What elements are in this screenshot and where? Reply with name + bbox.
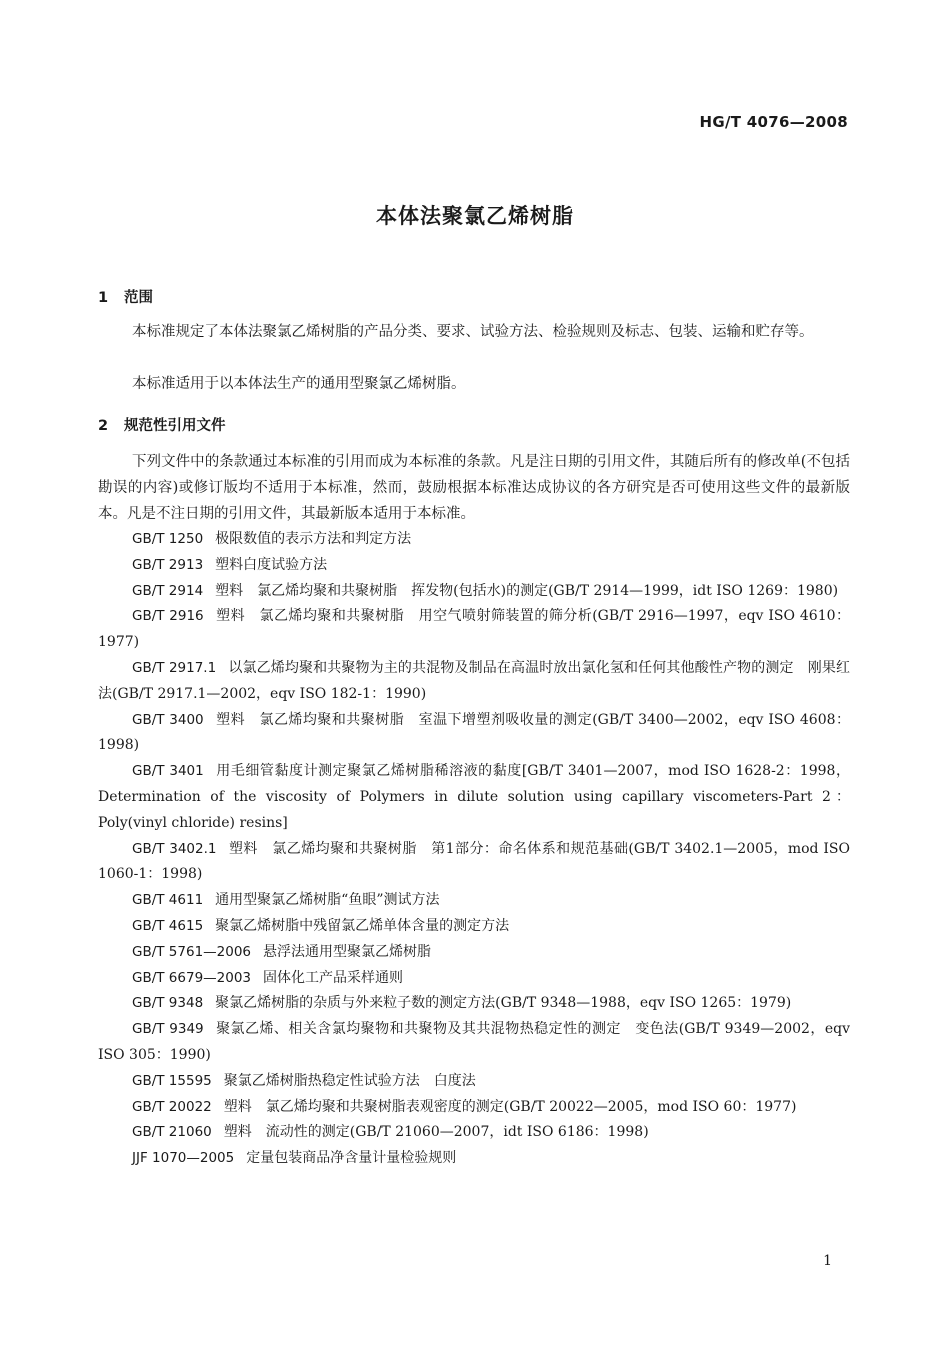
page-number: 1	[823, 1253, 832, 1269]
reference-item	[98, 991, 850, 1017]
reference-item	[98, 940, 850, 966]
scope-paragraph-2: 本标准适用于以本体法生产的通用型聚氯乙烯树脂。	[132, 376, 466, 392]
reference-item	[98, 914, 850, 940]
reference-code: GB/T 21060	[132, 1124, 212, 1141]
reference-text: 塑料 氯乙烯均聚和共聚树脂 第1部分：命名体系和规范基础(GB/T 3402.1—2005，mod ISO 1060-1：1998)	[98, 840, 850, 883]
reference-code: GB/T 4615	[132, 917, 204, 934]
reference-text: 塑料 氯乙烯均聚和共聚树脂 用空气喷射筛装置的筛分析(GB/T 2916—1997，eqv ISO 4610：1977)	[98, 608, 850, 651]
reference-code: GB/T 2917.1	[132, 659, 217, 676]
reference-text: 聚氯乙烯树脂中残留氯乙烯单体含量的测定方法	[215, 917, 510, 934]
reference-code: GB/T 2913	[132, 556, 204, 573]
scope-paragraph-1: 本标准规定了本体法聚氯乙烯树脂的产品分类、要求、试验方法、检验规则及标志、包装、运输和贮存等。	[132, 324, 814, 340]
reference-item	[98, 708, 850, 760]
reference-code: GB/T 3401	[132, 763, 204, 780]
section-title: 规范性引用文件	[124, 418, 226, 434]
reference-code: JJF 1070—2005	[132, 1150, 235, 1167]
reference-code: GB/T 2914	[132, 582, 204, 599]
reference-code: GB/T 2916	[132, 608, 204, 625]
reference-code: GB/T 15595	[132, 1072, 212, 1089]
reference-text: 极限数值的表示方法和判定方法	[215, 531, 412, 547]
section-heading-scope	[98, 286, 153, 307]
reference-item	[98, 837, 850, 889]
reference-item	[98, 1146, 850, 1172]
reference-code: GB/T 4611	[132, 892, 204, 909]
reference-item	[98, 527, 850, 553]
reference-text: 悬浮法通用型聚氯乙烯树脂	[263, 943, 432, 960]
reference-code: GB/T 20022	[132, 1098, 212, 1115]
reference-code: GB/T 9349	[132, 1021, 204, 1038]
reference-item	[98, 888, 850, 914]
reference-code: GB/T 1250	[132, 531, 204, 547]
reference-item	[98, 579, 850, 605]
reference-text: 聚氯乙烯树脂的杂质与外来粒子数的测定方法(GB/T 9348—1988，eqv ISO 1265：1979)	[215, 995, 792, 1012]
reference-text: 塑料白度试验方法	[215, 556, 328, 573]
reference-code: GB/T 5761—2006	[132, 943, 252, 960]
reference-text: 塑料 流动性的测定(GB/T 21060—2007，idt ISO 6186：1998)	[223, 1124, 649, 1141]
reference-item	[98, 1069, 850, 1095]
reference-text: 通用型聚氯乙烯树脂“鱼眼”测试方法	[215, 892, 440, 909]
document-title: 本体法聚氯乙烯树脂	[376, 204, 574, 228]
reference-text: 以氯乙烯均聚和共聚物为主的共混物及制品在高温时放出氯化氢和任何其他酸性产物的测定 刚果红法(GB/T 2917.1—2002，eqv ISO 182-1：1990)	[98, 659, 851, 702]
reference-text: 塑料 氯乙烯均聚和共聚树脂 挥发物(包括水)的测定(GB/T 2914—1999，idt ISO 1269：1980)	[215, 582, 839, 599]
reference-item	[98, 1095, 850, 1121]
reference-text: 固体化工产品采样通则	[263, 969, 404, 986]
reference-code: GB/T 9348	[132, 995, 204, 1012]
reference-text: 定量包装商品净含量计量检验规则	[246, 1150, 457, 1167]
references-intro: 下列文件中的条款通过本标准的引用而成为本标准的条款。凡是注日期的引用文件，其随后所有的修改单(不包括勘误的内容)或修订版均不适用于本标准，然而，鼓励根据本标准达成协议的各方研究是否可使用这些文件的最新版本。凡是不注日期的引用文件，其最新版本适用于本标准。	[98, 454, 850, 522]
standard-number: HG/T 4076—2008	[699, 113, 848, 131]
reference-code: GB/T 6679—2003	[132, 969, 252, 986]
section-number: 2	[98, 418, 109, 434]
reference-item	[98, 553, 850, 579]
reference-item	[98, 604, 850, 656]
reference-list	[98, 527, 850, 1172]
reference-item	[98, 759, 850, 836]
reference-text: 塑料 氯乙烯均聚和共聚树脂 室温下增塑剂吸收量的测定(GB/T 3400—2002，eqv ISO 4608：1998)	[98, 711, 850, 754]
reference-code: GB/T 3402.1	[132, 840, 217, 857]
reference-item	[98, 1017, 850, 1069]
reference-item	[98, 1120, 850, 1146]
section-number: 1	[98, 290, 109, 306]
reference-text: 聚氯乙烯、相关含氯均聚物和共聚物及其共混物热稳定性的测定 变色法(GB/T 9349—2002，eqv ISO 305：1990)	[98, 1021, 850, 1063]
reference-item	[98, 656, 850, 708]
section-heading-normative-references	[98, 414, 226, 435]
reference-text: 用毛细管黏度计测定聚氯乙烯树脂稀溶液的黏度[GB/T 3401—2007，mod ISO 1628-2：1998，Determination of the viscosity of Polymers in dilute solution using capillary viscometers-Part 2：Poly(vinyl chloride) resins]	[98, 763, 850, 831]
reference-item	[98, 966, 850, 992]
reference-text: 塑料 氯乙烯均聚和共聚树脂表观密度的测定(GB/T 20022—2005，mod ISO 60：1977)	[223, 1098, 797, 1115]
section-title: 范围	[124, 290, 153, 306]
reference-text: 聚氯乙烯树脂热稳定性试验方法 白度法	[223, 1072, 476, 1089]
reference-code: GB/T 3400	[132, 711, 204, 728]
